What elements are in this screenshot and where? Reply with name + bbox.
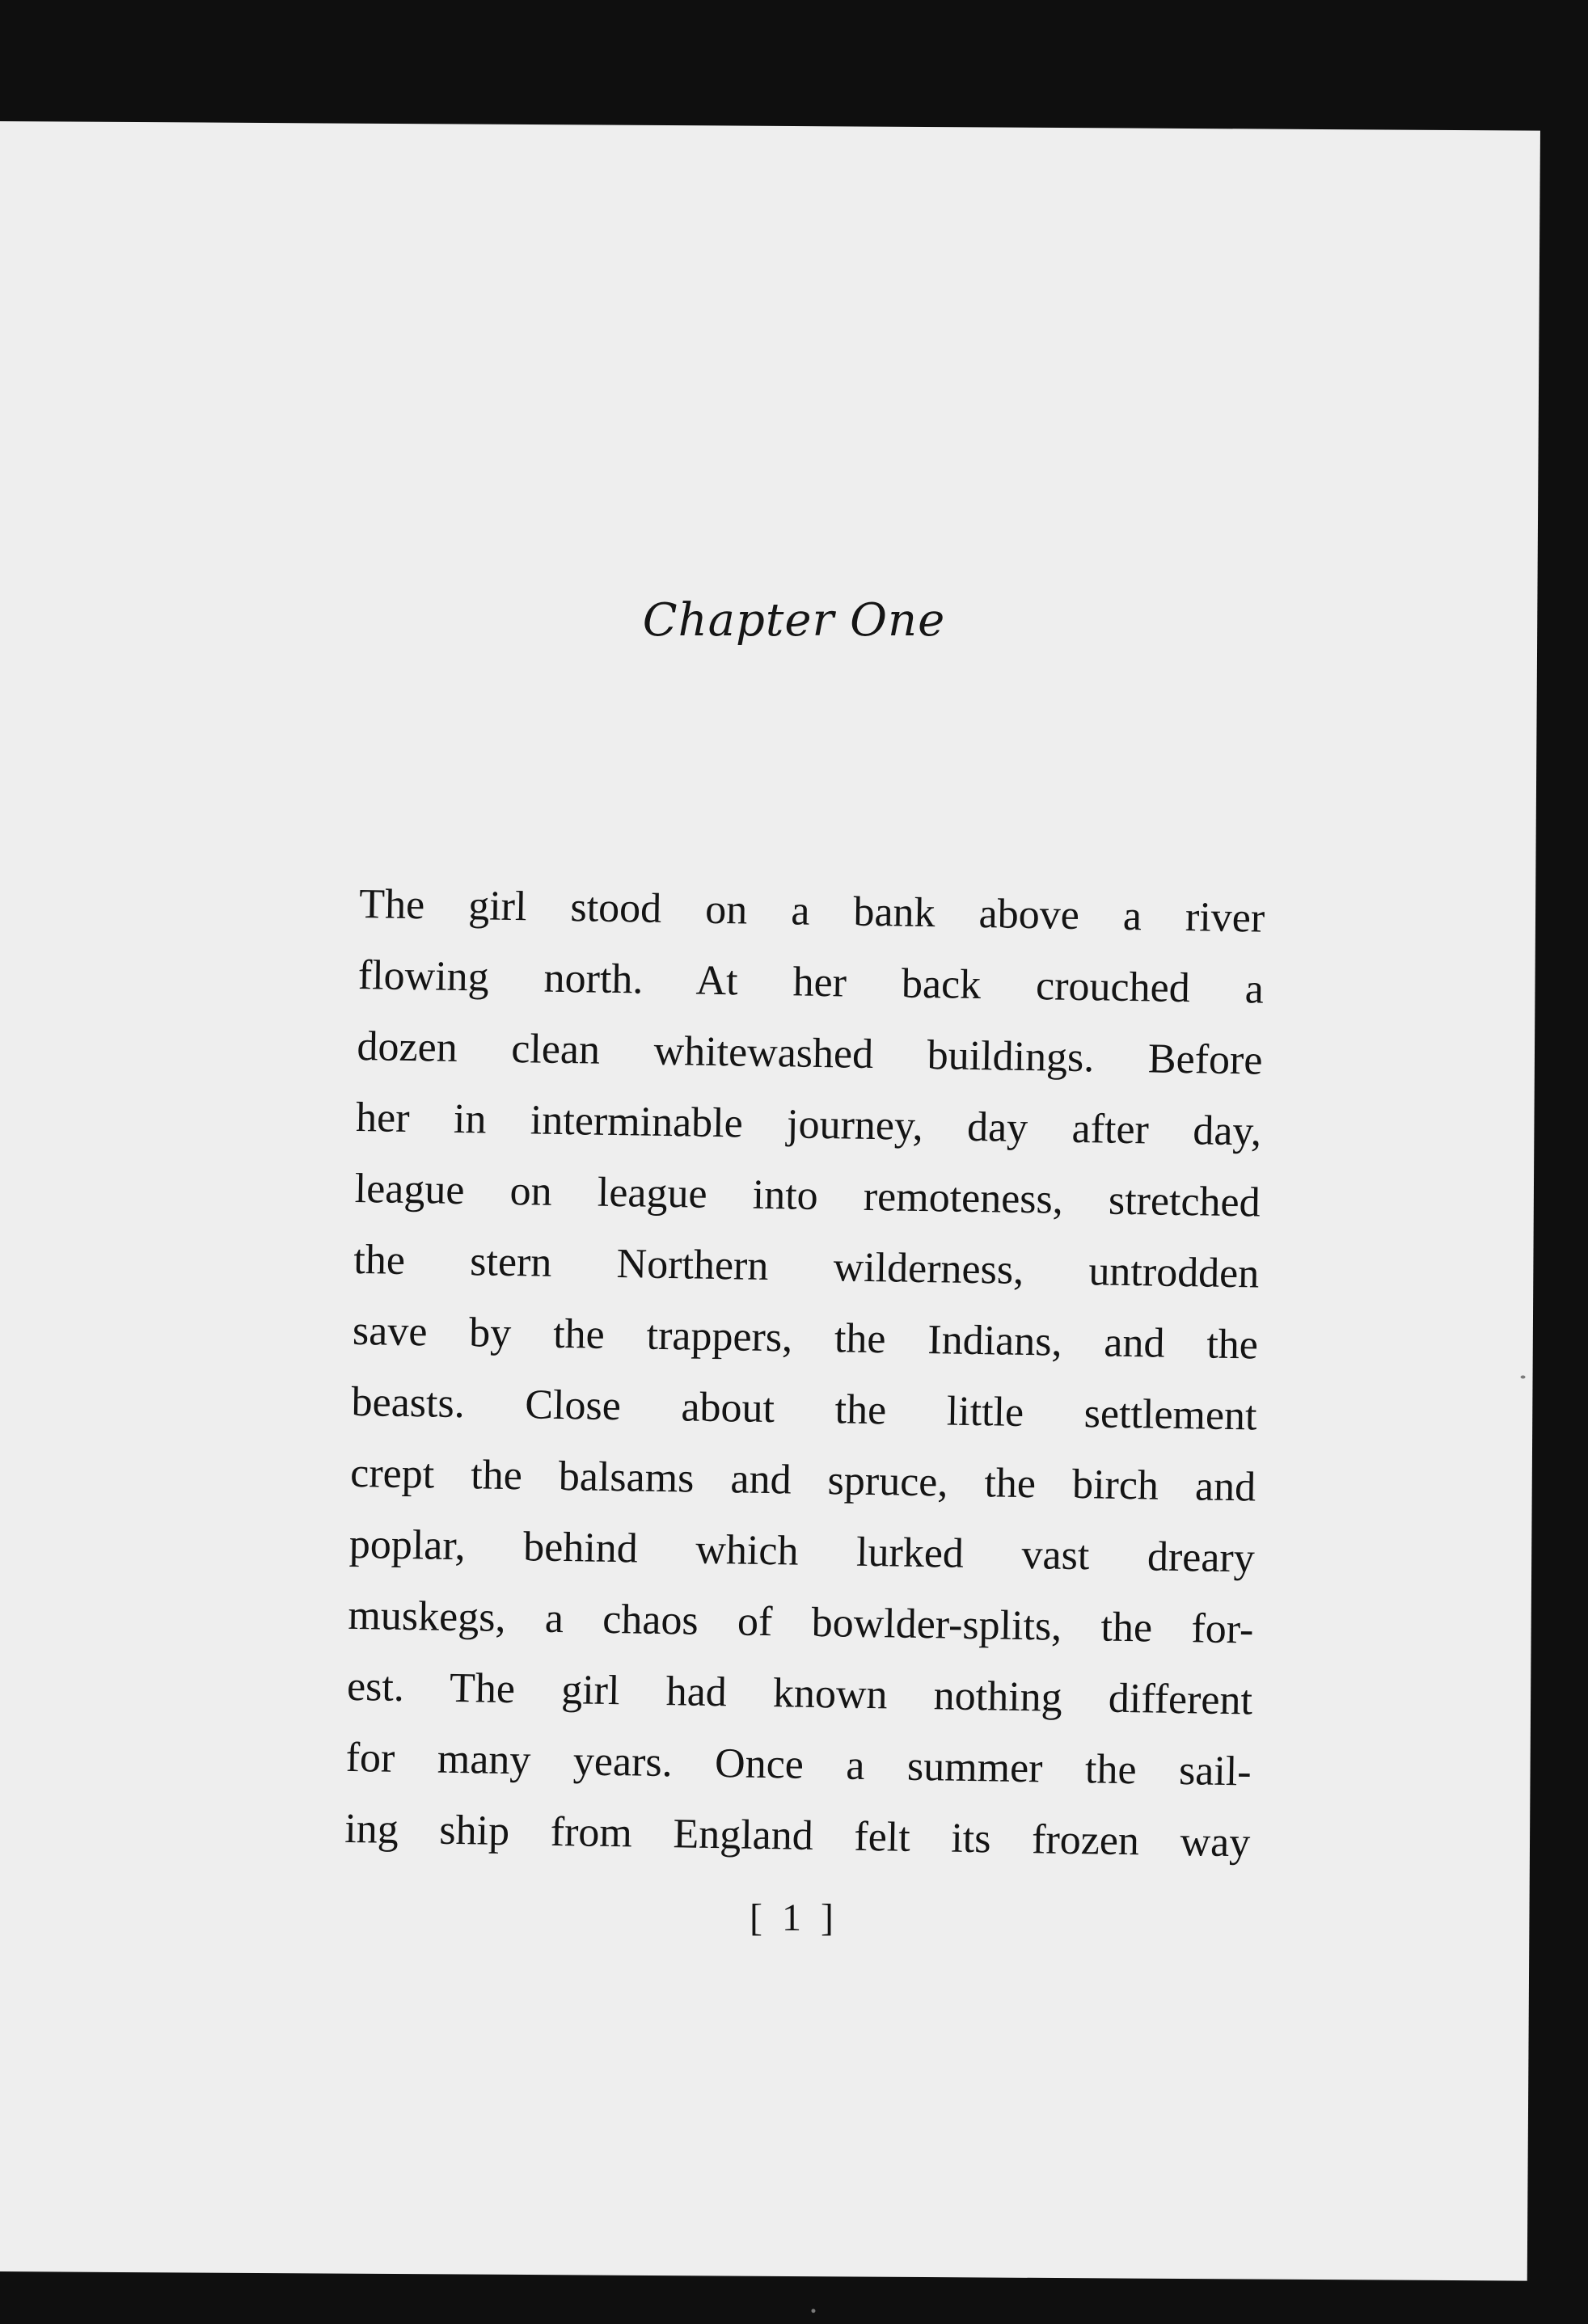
scan-speck: [1521, 1376, 1526, 1379]
scan-speck: [811, 2309, 815, 2313]
text-line: crept the balsams and spruce, the birch and: [349, 1449, 1256, 1511]
text-line: the stern Northern wilderness, untrodden: [353, 1236, 1260, 1297]
text-line: league on league into remoteness, stretched: [354, 1165, 1261, 1226]
text-line: flowing north. At her back crouched a: [357, 951, 1265, 1013]
text-line: beasts. Close about the little settlement: [351, 1378, 1257, 1440]
text-line: est. The girl had known nothing different: [346, 1663, 1253, 1724]
text-line: poplar, behind which lurked vast dreary: [348, 1521, 1256, 1582]
text-line: ing ship from England felt its frozen way: [344, 1805, 1251, 1866]
chapter-body-text: [344, 869, 1265, 1879]
text-line: dozen clean whitewashed buildings. Before: [357, 1023, 1263, 1084]
text-line: muskegs, a chaos of bowlder-splits, the for-: [348, 1592, 1254, 1653]
text-line: her in interminable journey, day after day,: [355, 1094, 1262, 1155]
page-number: [ 1 ]: [750, 1896, 838, 1939]
text-line: The girl stood on a bank above a river: [358, 880, 1265, 942]
text-line: save by the trappers, the Indians, and the: [352, 1307, 1259, 1369]
chapter-heading: Chapter One: [642, 594, 946, 647]
text-line: for many years. Once a summer the sail-: [345, 1734, 1252, 1795]
